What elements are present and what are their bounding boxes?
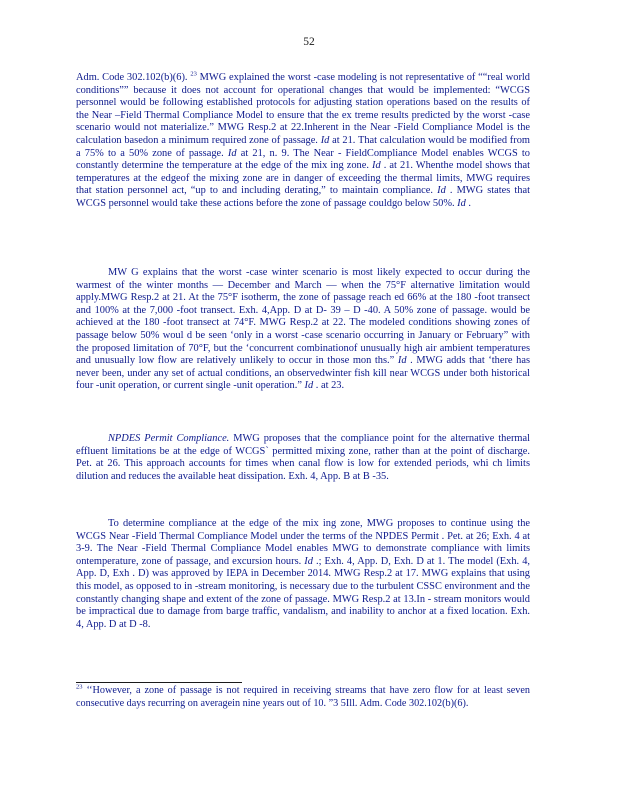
footnote-divider — [76, 682, 242, 683]
paragraph-3 — [76, 433, 530, 483]
paragraph-2 — [76, 267, 530, 393]
paragraph-text — [76, 433, 530, 483]
italic-text: Id — [372, 160, 381, 172]
text-run: MW G explains that the worst -case winter scenario is most likely expected to occur during the warmest of the winter months — December and March — when the 75°F alternative limitation would apply.MWG Resp.2 at 21. At the 75°F isotherm, the zone of passage reach ed 66% at the 180 -foot transect and 100% at the 7,000 -foot transect. Exh. 4,App. D at D- 39 – D -40. A 50% zone of passage. would be achieved at the 180 -foot transect at 74°F. MWG Resp.2 at 22. The modeled conditions showing zones of passage below 50% woul d be seen ‘only in a worst -case scenario occurring in January or February” with the proposed limitation of 70°F, but the ‘concurrent combinationof unusually high air ambient temperatures and unusually low flow are relatively unlikely to occur in those mon ths.” — [76, 267, 530, 367]
paragraph-text — [76, 518, 530, 631]
text-run: at 21, n. 9. The Near - FieldCompliance Model enables WCGS to constantly determine the temperature at the edge of the mix ing zone. — [76, 147, 530, 172]
footnote-marker: 23 — [190, 70, 197, 78]
italic-text: Id — [320, 134, 330, 146]
text-run: . — [465, 197, 472, 209]
text-run: . MWG states that WCGS personnel would take these actions before the zone of passage couldgo below 50%. — [76, 185, 530, 209]
text-run: . MWG adds that ‘there has never been, under any set of actual conditions, an observedwinter fish kill near WCGS under both historical four -unit operation, or current single -unit operation.” — [76, 355, 530, 392]
footnote-text — [76, 685, 530, 710]
italic-text: Id — [304, 555, 313, 567]
text-run: at 21. That calculation would be modified from a 75% to a 50% zone of passage. — [76, 134, 530, 159]
text-run: . at 21. Whenthe model shows that temperatures at the edgeof the mixing zone are in danger of exceeding the thermal limits, MWG requires that station personnel act, “up to and including derating,” to maintain compliance. — [76, 160, 531, 197]
italic-text: Id — [397, 355, 407, 367]
text-run: . at 23. — [313, 380, 345, 392]
italic-text: Id — [304, 380, 314, 392]
footnote-marker: 23 — [76, 683, 83, 691]
footnote-23 — [76, 685, 530, 710]
paragraph-4 — [76, 518, 530, 631]
italic-text: Id — [227, 147, 237, 159]
italic-text: NPDES Permit Compliance. — [108, 433, 230, 444]
italic-text: Id — [437, 185, 446, 197]
text-run: Adm. Code 302.102(b)(6). — [76, 72, 191, 83]
paragraph-text — [76, 267, 530, 393]
text-run: MWG explained the worst -case modeling is not representative of ““real world conditions”” because it does not account for operational changes that would be implemented: “WCGS personnel would be following established protocols for adjusting station operations based on the results of the Near –Field Thermal Compliance Model to ensure that the ex treme results predicted by the worst -case scenario would not materialize.” MWG Resp.2 at 22.Inherent in the Near -Field Compliance Model is the calculation basedon a minimum required zone of passage. — [76, 72, 530, 146]
page-number: 52 — [303, 36, 315, 48]
paragraph-1 — [76, 72, 530, 211]
italic-text: Id — [457, 197, 466, 209]
text-run: MWG proposes that the compliance point for the alternative thermal effluent limitations be at the edge of WCGS` permitted mixing zone, rather than at the point of discharge. Pet. at 26. This approach accounts for times when canal flow is low for extended periods, whi ch limits dilution and reduces the available heat dissipation. Exh. 4, App. B at B -35. — [76, 433, 530, 482]
text-run: .; Exh. 4, App. D, Exh. D at 1. The model (Exh. 4, App. D, Exh . D) was approved by IEPA in December 2014. MWG Resp.2 at 17. MWG explains that using this model, as opposed to in -stream monitoring, is necessary due to the turbulent CSSC environment and the constantly changing shape and extent of the zone of passage. MWG Resp.2 at 13.In - stream monitors would be impractical due to damage from barge traffic, vandalism, and inability to anchor at a fixed location. Exh. 4, App. D at D -8. — [76, 555, 530, 630]
paragraph-text — [76, 72, 530, 211]
text-run: To determine compliance at the edge of the mix ing zone, MWG proposes to continue using the WCGS Near -Field Thermal Compliance Model under the terms of the NPDES Permit . Pet. at 26; Exh. 4 at 3-9. The Near -Field Thermal Compliance Model enables MWG to demonstrate compliance with limits ontemperature, zone of passage, and excursion hours. — [76, 518, 530, 567]
text-run: ‘‘However, a zone of passage is not required in receiving streams that have zero flow for at least seven consecutive days recurring on averagein nine years out of 10. ”3 5Ill. Adm. Code 302.102(b)(6). — [76, 685, 530, 709]
